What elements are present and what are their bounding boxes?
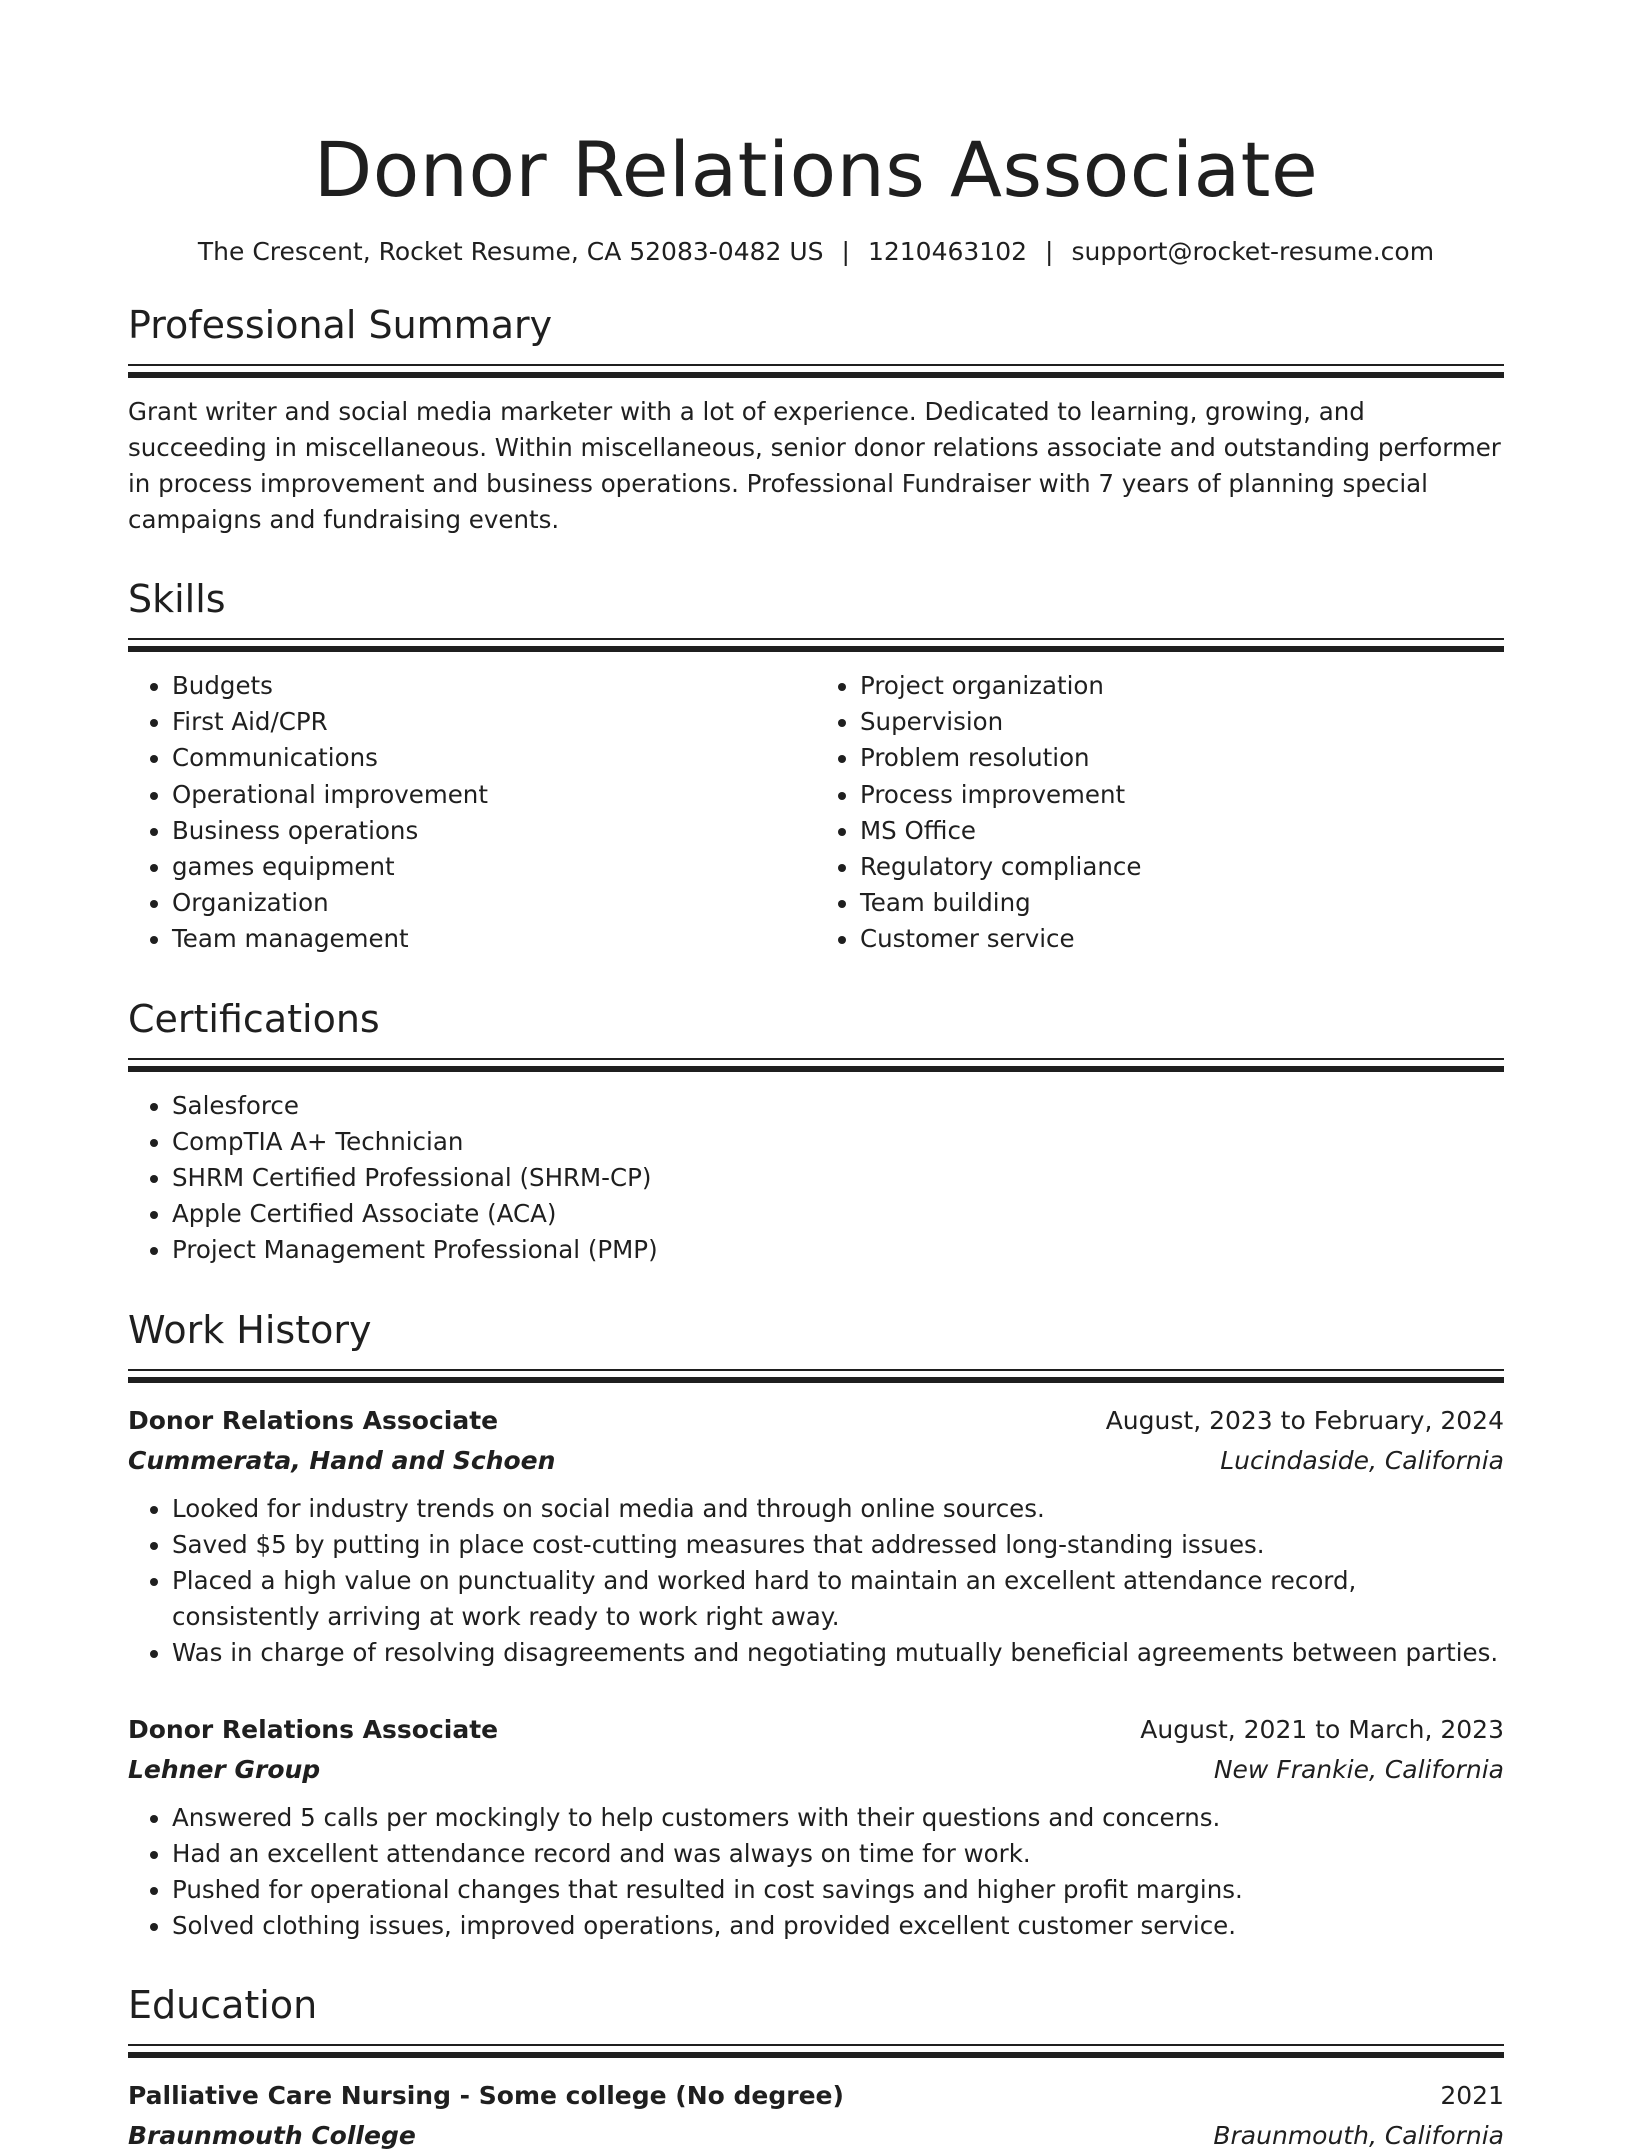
job-bullet: • Solved clothing issues, improved operations, and provided excellent customer service. bbox=[172, 1908, 1504, 1944]
education-degree: Palliative Care Nursing - Some college (No degree) bbox=[128, 2081, 844, 2111]
work-section bbox=[128, 1307, 1504, 1945]
skill-item: • games equipment bbox=[172, 849, 816, 885]
skill-item: • Customer service bbox=[860, 921, 1504, 957]
work-heading: Work History bbox=[128, 1307, 372, 1352]
contact-email[interactable]: support@rocket-resume.com bbox=[1071, 237, 1435, 266]
section-divider bbox=[128, 1369, 1504, 1383]
section-divider bbox=[128, 364, 1504, 378]
contact-phone: 1210463102 bbox=[867, 237, 1028, 266]
section-divider bbox=[128, 638, 1504, 652]
job-bullet: • Was in charge of resolving disagreements and negotiating mutually beneficial agreements between parties. bbox=[172, 1635, 1504, 1671]
skill-item: • Project organization bbox=[860, 668, 1504, 704]
job-bullet: • Saved $5 by putting in place cost-cutting measures that addressed long-standing issues. bbox=[172, 1527, 1504, 1563]
job-bullet: • Had an excellent attendance record and was always on time for work. bbox=[172, 1836, 1504, 1872]
education-school-row bbox=[128, 2116, 1504, 2156]
job-company: Lehner Group bbox=[128, 1754, 321, 1784]
job-company: Cummerata, Hand and Schoen bbox=[128, 1445, 556, 1475]
summary-section bbox=[128, 302, 1504, 538]
contact-line bbox=[128, 234, 1504, 270]
certification-item: • Apple Certified Associate (ACA) bbox=[172, 1196, 1504, 1232]
certifications-list bbox=[128, 1088, 1504, 1269]
job-bullet: • Placed a high value on punctuality and worked hard to maintain an excellent attendance record, consistently arriving at work ready to work right away. bbox=[172, 1563, 1504, 1635]
skill-item: • Team management bbox=[172, 921, 816, 957]
job-title: Donor Relations Associate bbox=[128, 1405, 499, 1435]
education-header-row bbox=[128, 2076, 1504, 2116]
job-bullet: • Looked for industry trends on social media and through online sources. bbox=[172, 1491, 1504, 1527]
job-header-row bbox=[128, 1401, 1504, 1441]
summary-text: Grant writer and social media marketer with a lot of experience. Dedicated to learning, growing, and succeeding in miscellaneous. Within miscellaneous, senior donor relations associate and outstanding performer in process improvement and business operations. Professional Fundraiser with 7 years of planning special campaigns and fundraising events. bbox=[128, 397, 1501, 534]
job-company-row bbox=[128, 1750, 1504, 1790]
education-entry bbox=[128, 2076, 1504, 2156]
skills-section bbox=[128, 576, 1504, 958]
resume-name: Donor Relations Associate bbox=[313, 125, 1319, 214]
job-dates: August, 2023 to February, 2024 bbox=[1105, 1405, 1504, 1435]
skill-item: • Business operations bbox=[172, 813, 816, 849]
education-heading: Education bbox=[128, 1983, 318, 2028]
job-dates: August, 2021 to March, 2023 bbox=[1140, 1714, 1504, 1744]
job-bullet: • Answered 5 calls per mockingly to help customers with their questions and concerns. bbox=[172, 1800, 1504, 1836]
skill-item: • First Aid/CPR bbox=[172, 704, 816, 740]
job-bullets bbox=[128, 1800, 1504, 1945]
skill-item: • MS Office bbox=[860, 813, 1504, 849]
skills-heading: Skills bbox=[128, 577, 226, 621]
certification-item: • SHRM Certified Professional (SHRM-CP) bbox=[172, 1160, 1504, 1196]
job-header-row bbox=[128, 1710, 1504, 1750]
contact-separator: | bbox=[841, 237, 850, 266]
job-title: Donor Relations Associate bbox=[128, 1714, 499, 1744]
resume-page bbox=[128, 0, 1504, 2156]
education-section bbox=[128, 1982, 1504, 2156]
skills-list-left bbox=[128, 668, 816, 958]
certification-item: • CompTIA A+ Technician bbox=[172, 1124, 1504, 1160]
contact-separator: | bbox=[1045, 237, 1054, 266]
skill-item: • Organization bbox=[172, 885, 816, 921]
job-location: New Frankie, California bbox=[1213, 1754, 1504, 1784]
skill-item: • Team building bbox=[860, 885, 1504, 921]
section-divider bbox=[128, 1058, 1504, 1072]
skills-grid bbox=[128, 652, 1504, 958]
skill-item: • Budgets bbox=[172, 668, 816, 704]
skill-item: • Operational improvement bbox=[172, 777, 816, 813]
education-school: Braunmouth College bbox=[128, 2121, 416, 2151]
job-bullet: • Pushed for operational changes that resulted in cost savings and higher profit margins. bbox=[172, 1872, 1504, 1908]
education-location: Braunmouth, California bbox=[1213, 2121, 1504, 2151]
certification-item: • Project Management Professional (PMP) bbox=[172, 1232, 1504, 1268]
education-year: 2021 bbox=[1440, 2081, 1504, 2111]
contact-address: The Crescent, Rocket Resume, CA 52083-0482 US bbox=[197, 237, 824, 266]
skill-item: • Regulatory compliance bbox=[860, 849, 1504, 885]
certifications-heading: Certifications bbox=[128, 996, 380, 1041]
job-bullets bbox=[128, 1491, 1504, 1672]
section-divider bbox=[128, 2044, 1504, 2058]
job-entry bbox=[128, 1401, 1504, 1672]
certification-item: • Salesforce bbox=[172, 1088, 1504, 1124]
job-company-row bbox=[128, 1441, 1504, 1481]
skill-item: • Process improvement bbox=[860, 777, 1504, 813]
skill-item: • Communications bbox=[172, 740, 816, 776]
job-location: Lucindaside, California bbox=[1220, 1445, 1504, 1475]
skill-item: • Supervision bbox=[860, 704, 1504, 740]
certifications-section bbox=[128, 996, 1504, 1269]
skill-item: • Problem resolution bbox=[860, 740, 1504, 776]
skills-list-right bbox=[816, 668, 1504, 958]
summary-heading: Professional Summary bbox=[128, 303, 553, 347]
job-entry bbox=[128, 1710, 1504, 1945]
